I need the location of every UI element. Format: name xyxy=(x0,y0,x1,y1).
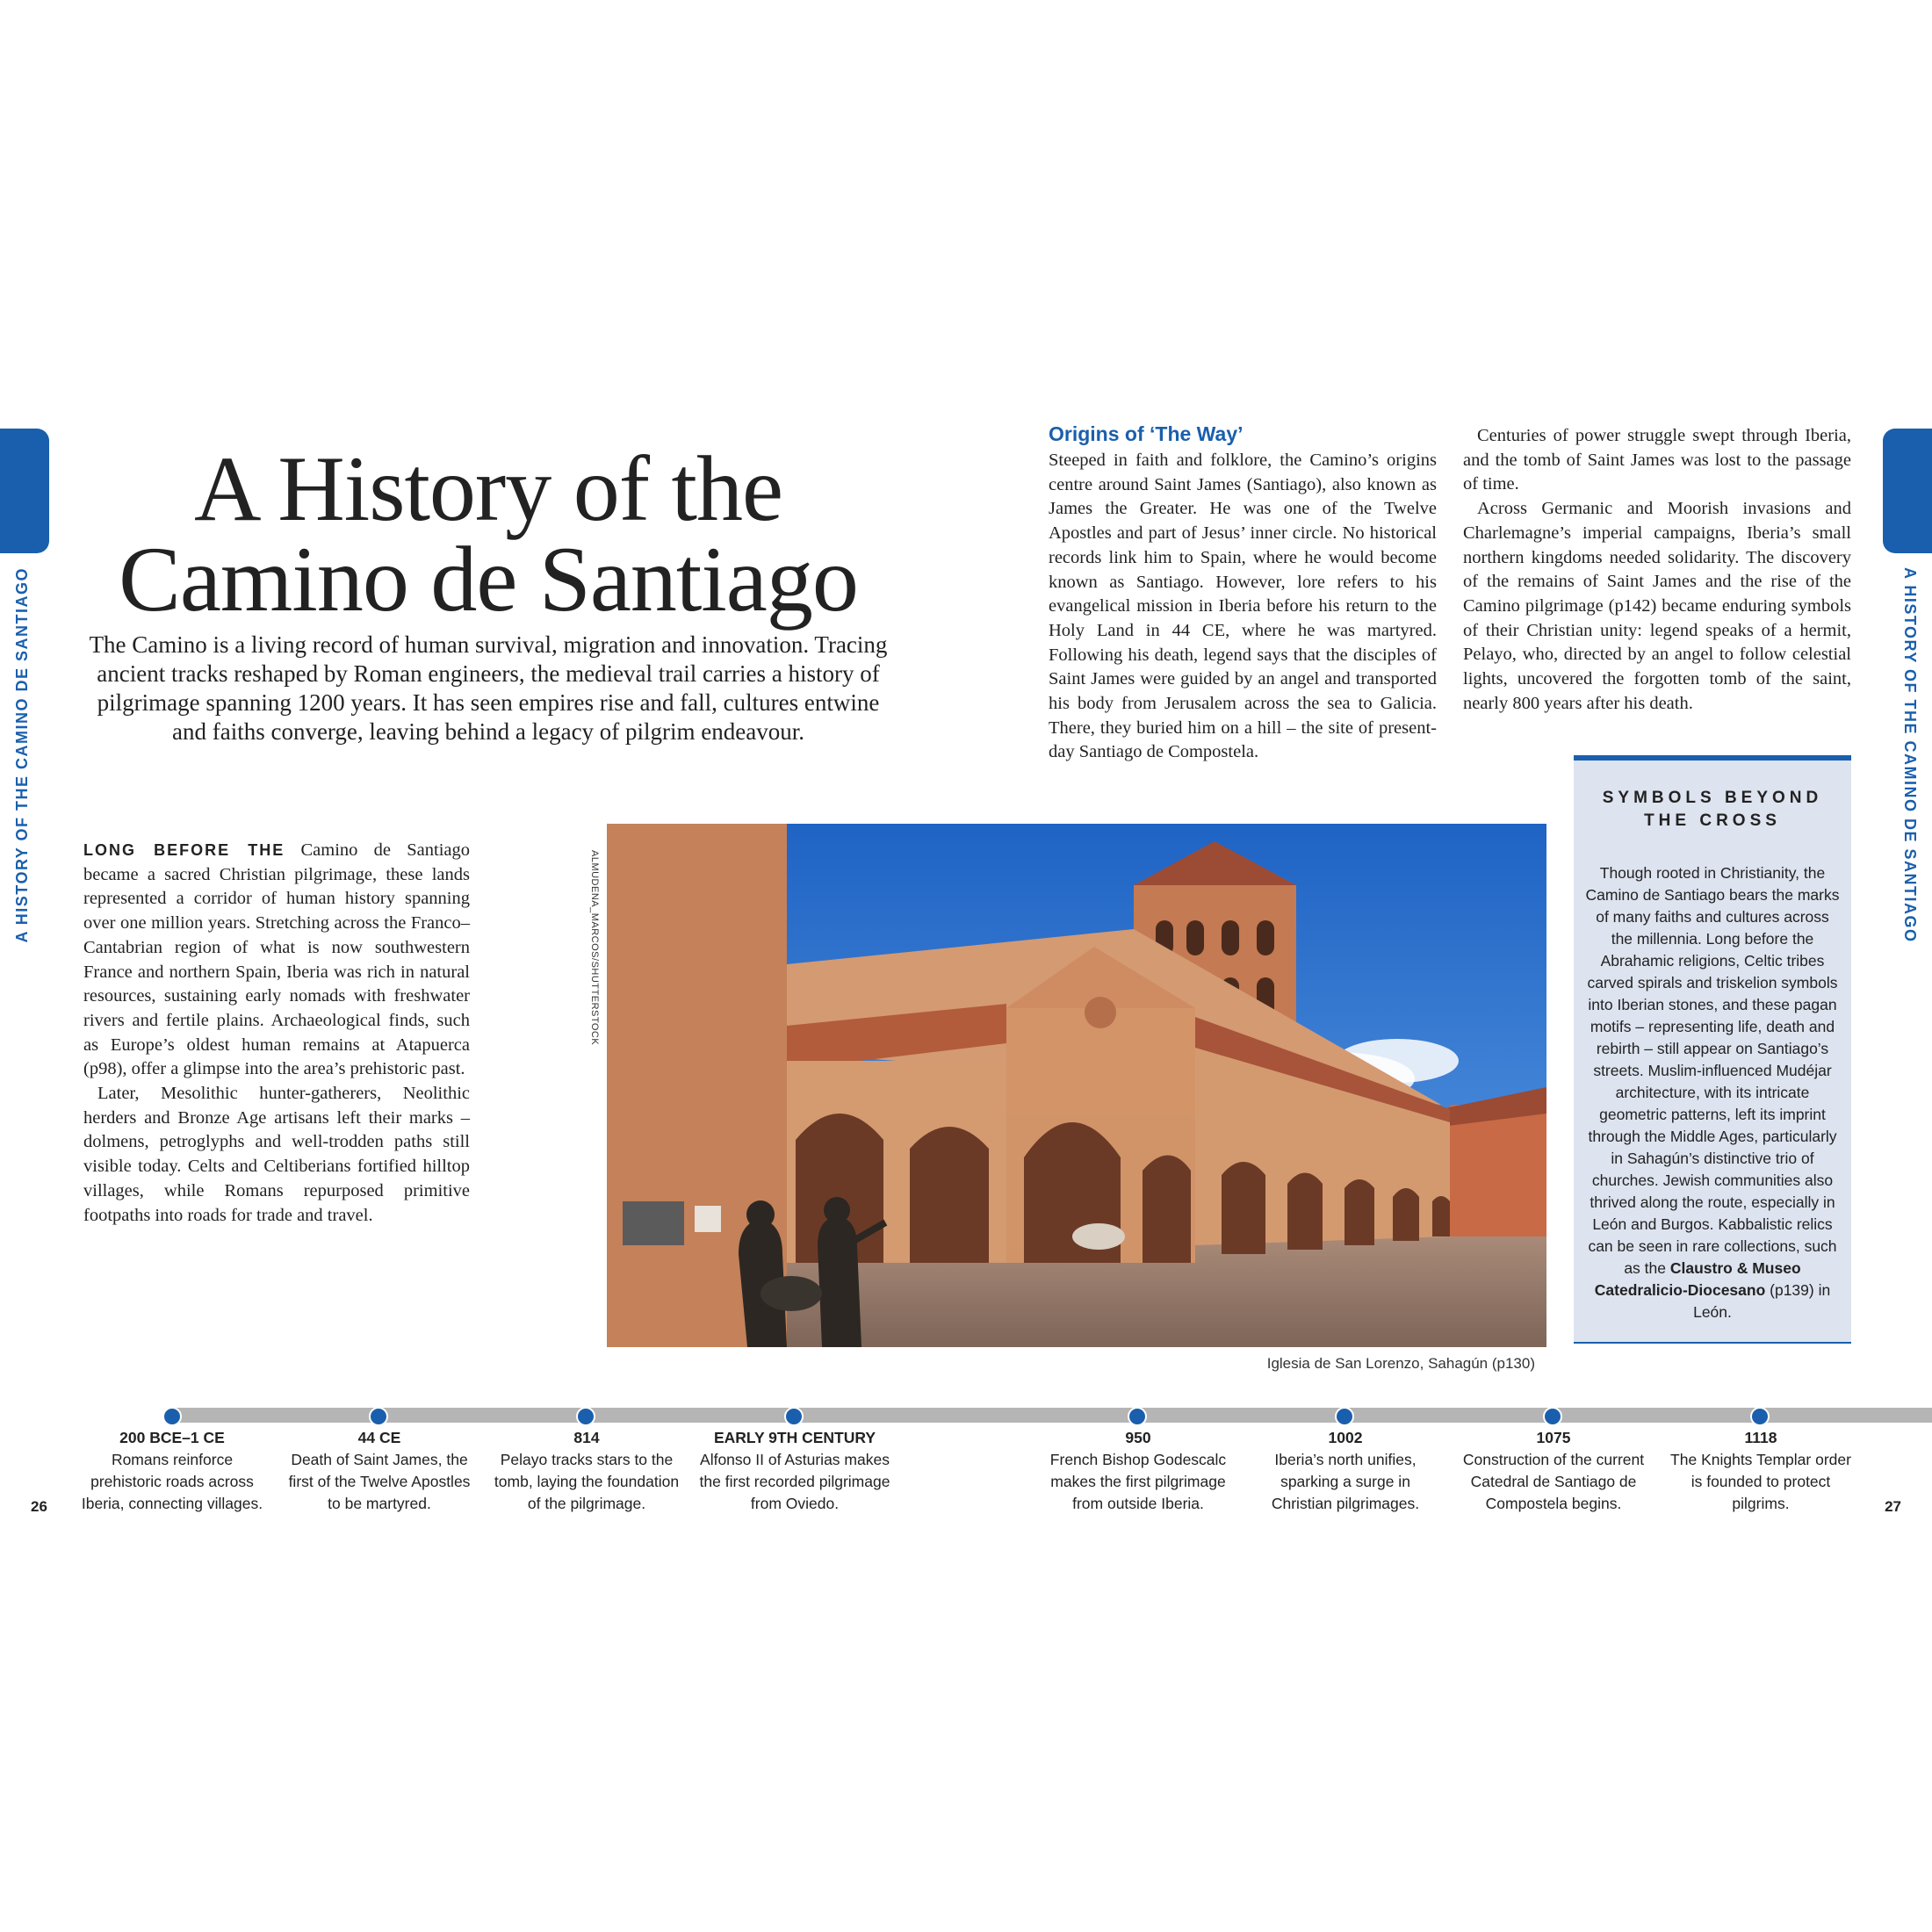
photo-caption: Iglesia de San Lorenzo, Sahagún (p130) xyxy=(1266,1355,1535,1372)
timeline-bar xyxy=(170,1408,1932,1423)
page-number-left: 26 xyxy=(31,1498,47,1515)
sidebar-text xyxy=(1585,862,1840,1323)
event-text: The Knights Templar order is founded to protect pilgrims. xyxy=(1670,1451,1851,1512)
event-text: Romans reinforce prehistoric roads across Iberia, connecting villages. xyxy=(81,1451,263,1512)
title-line-1: A History of the xyxy=(194,437,782,540)
church-photo xyxy=(607,824,1546,1347)
left-paragraph-1-text: Camino de Santiago became a sacred Christian pilgrimage, these lands represented a corridor of human history spanning over one million years. Stretching across the Franco–Cantabrian region of what is now southwestern France and northern Spain, Iberia was rich in natural resources, sustaining early nomads with freshwater rivers and fertile plains. Archaeological finds, such as Europe’s oldest human remains at Atapuerca (p98), offer a glimpse into the area’s prehistoric past. xyxy=(83,840,470,1079)
left-side-tab xyxy=(0,429,49,553)
timeline-event xyxy=(698,1427,891,1515)
timeline-dot xyxy=(1750,1407,1770,1426)
left-paragraph-2: Later, Mesolithic hunter-gatherers, Neolithic herders and Bronze Age artisans left their marks – dolmens, petroglyphs and well-trodden paths still visible today. Celts and Celtiberians fortified hilltop villages, while Romans repurposed primitive footpaths into roads for trade and travel. xyxy=(83,1084,470,1225)
right-paragraph-2: Across Germanic and Moorish invasions and Charlemagne’s imperial campaigns, Iberia’s small northern kingdoms needed solidarity. The discovery of the remains of Saint James and the rise of the Camino pilgrimage (p142) became enduring symbols of their Christian unity: legend speaks of a hermit, Pelayo, who, directed by an angel to follow celestial lights, uncovered the forgotten tomb of the saint, nearly 800 years after his death. xyxy=(1463,499,1851,713)
sidebar-box xyxy=(1574,755,1851,1344)
event-year: EARLY 9TH CENTURY xyxy=(713,1429,876,1446)
lead-in: LONG BEFORE THE xyxy=(83,841,285,859)
right-body-column xyxy=(1463,424,1851,716)
timeline-dot xyxy=(162,1407,182,1426)
timeline-dot xyxy=(1543,1407,1562,1426)
event-text: French Bishop Godescalc makes the first pilgrimage from outside Iberia. xyxy=(1049,1451,1227,1512)
event-text: Alfonso II of Asturias makes the first recorded pilgrimage from Oviedo. xyxy=(699,1451,890,1512)
timeline-dot xyxy=(369,1407,388,1426)
right-side-tab xyxy=(1883,429,1932,553)
timeline-event xyxy=(1042,1427,1235,1515)
event-year: 814 xyxy=(573,1429,600,1446)
timeline-event xyxy=(490,1427,683,1515)
timeline-event xyxy=(283,1427,476,1515)
left-side-label: A HISTORY OF THE CAMINO DE SANTIAGO xyxy=(13,567,31,943)
timeline-dot xyxy=(784,1407,804,1426)
left-body-column xyxy=(83,839,470,1228)
sidebar-title: SYMBOLS BEYOND THE CROSS xyxy=(1602,789,1823,830)
timeline-dot xyxy=(576,1407,595,1426)
sidebar-text-part-2: (p139) in León. xyxy=(1693,1281,1831,1321)
event-text: Death of Saint James, the first of the Twelve Apostles to be martyred. xyxy=(288,1451,471,1512)
event-year: 950 xyxy=(1125,1429,1151,1446)
event-text: Iberia’s north unifies, sparking a surge in Christian pilgrimages. xyxy=(1271,1451,1420,1512)
event-year: 1118 xyxy=(1744,1429,1777,1446)
museum-reference: Claustro & Museo Catedralicio-Diocesano xyxy=(1594,1259,1801,1299)
right-paragraph-1: Centuries of power struggle swept through Iberia, and the tomb of Saint James was lost to the passage of time. xyxy=(1463,426,1851,494)
page-number-right: 27 xyxy=(1885,1498,1901,1515)
timeline-event xyxy=(1457,1427,1650,1515)
event-text: Pelayo tracks stars to the tomb, laying the foundation of the pilgrimage. xyxy=(494,1451,680,1512)
event-year: 1075 xyxy=(1536,1429,1571,1446)
event-year: 1002 xyxy=(1328,1429,1363,1446)
timeline-dot xyxy=(1335,1407,1354,1426)
title-line-2: Camino de Santiago xyxy=(119,528,858,631)
right-side-label: A HISTORY OF THE CAMINO DE SANTIAGO xyxy=(1901,567,1919,943)
timeline-dot xyxy=(1128,1407,1147,1426)
origins-paragraph: Steeped in faith and folklore, the Camino’s origins centre around Saint James (Santiago), also known as James the Greater. He was one of the Twelve Apostles and part of Jesus’ inner circle. No historical records link him to Spain, where he would become known as Santiago. However, lore refers to his evangelical mission in Iberia before his return to the Holy Land in 44 CE, where he was martyred. Following his death, legend says that the disciples of Saint James were guided by an angel and transported his body from Jerusalem across the sea to Galicia. There, they buried him on a hill – the site of present-day Santiago de Compostela. xyxy=(1049,451,1437,762)
event-year: 44 CE xyxy=(357,1429,401,1446)
timeline-event xyxy=(1664,1427,1857,1515)
intro-paragraph: The Camino is a living record of human survival, migration and innovation. Tracing ancient tracks reshaped by Roman engineers, the medieval trail carries a history of pilgrimage spanning 1200 years. It has seen empires rise and fall, cultures entwine and faiths converge, leaving behind a legacy of pilgrim endeavour. xyxy=(89,631,888,745)
event-text: Construction of the current Catedral de Santiago de Compostela begins. xyxy=(1462,1451,1645,1512)
left-paragraph-1 xyxy=(83,839,470,1082)
origins-column xyxy=(1049,449,1437,765)
timeline-event xyxy=(1249,1427,1442,1515)
event-year: 200 BCE–1 CE xyxy=(119,1429,225,1446)
photo-credit: ALMUDENA_MARCOS/SHUTTERSTOCK xyxy=(589,850,600,1046)
timeline-event xyxy=(76,1427,269,1515)
page-title xyxy=(84,437,892,631)
sidebar-text-part-1: Though rooted in Christianity, the Camino de Santiago bears the marks of many faiths and cultures across the millennia. Long before the Abrahamic religions, Celtic tribes carved spirals and triskelion symbols into Iberian stones, and these pagan motifs – representing life, death and rebirth – still appear on Santiago’s streets. Muslim-influenced Mudéjar architecture, with its intricate geometric patterns, left its imprint through the Middle Ages, particularly in Sahagún’s distinctive trio of churches. Jewish communities also thrived along the route, especially in León and Burgos. Kabbalistic relics can be seen in rare collections, such as the xyxy=(1585,864,1840,1277)
origins-heading: Origins of ‘The Way’ xyxy=(1049,422,1244,445)
